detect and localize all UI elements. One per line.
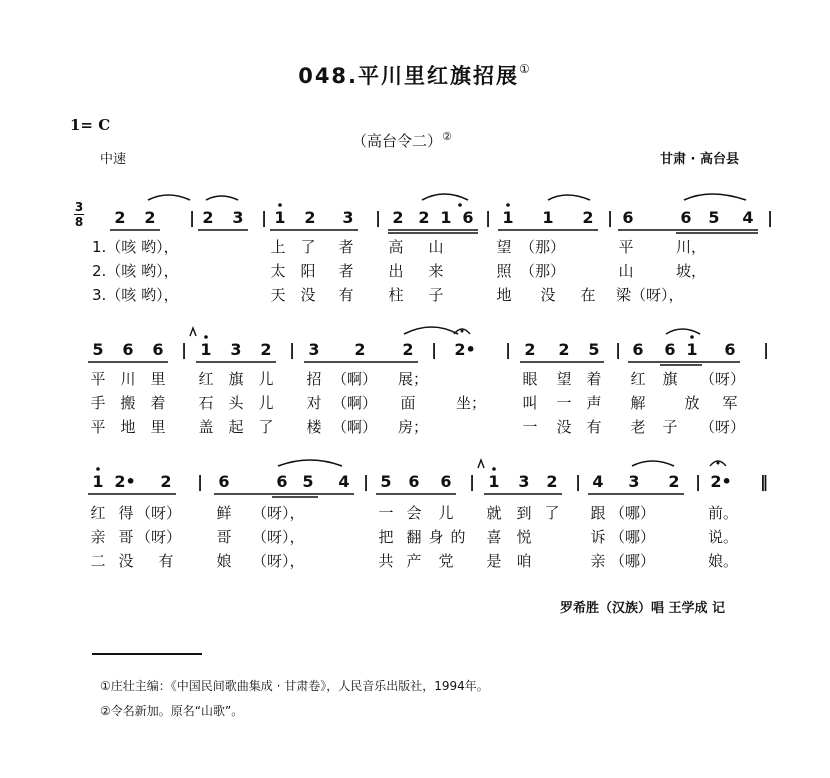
note: 6 <box>218 472 230 491</box>
lyric-char: 里 <box>150 418 166 436</box>
note: 6 <box>122 340 134 359</box>
footnote-mark: ① <box>519 62 532 76</box>
note: 1 <box>488 472 500 491</box>
lyric-char: 展； <box>398 370 429 388</box>
lyric-char: 上 <box>270 238 286 256</box>
barline: | <box>261 208 267 227</box>
lyric-char: 一 <box>378 504 394 522</box>
note: 4 <box>592 472 604 491</box>
note: 6 <box>152 340 164 359</box>
lyric-char: 楼 <box>306 418 322 436</box>
lyric-char: 红 <box>198 370 214 388</box>
barline: | <box>289 340 295 359</box>
lyric-char: 平 <box>618 238 634 256</box>
lyric-char: 没 <box>540 286 556 304</box>
lyric-char: 没 <box>118 552 134 570</box>
lyric-char: 了 <box>544 504 560 522</box>
lyric-char: 招 <box>306 370 322 388</box>
lyric-char: 起 <box>228 418 244 436</box>
note: 2 <box>144 208 156 227</box>
subtitle <box>352 130 452 151</box>
lyric-char: 着 <box>150 394 166 412</box>
barline: | <box>197 472 203 491</box>
lyric-char: （啊） <box>332 418 378 436</box>
lyric-char: 梁（呀）， <box>616 286 684 304</box>
slur <box>548 195 590 200</box>
lyric-char: 搬 <box>120 394 136 412</box>
lyric-char: 没 <box>300 286 316 304</box>
note: 5 <box>708 208 720 227</box>
lyric-char: 川 <box>120 370 136 388</box>
note: 6 <box>462 208 474 227</box>
note: 2 <box>558 340 570 359</box>
lyric-char: 了 <box>258 418 274 436</box>
lyric-char: 哥 <box>118 528 134 546</box>
lyric-char: 旗 <box>228 370 244 388</box>
lyric-verse-2 <box>0 526 830 550</box>
score-row-1 <box>0 208 830 358</box>
note: 3 <box>232 208 244 227</box>
performer-credit: 罗希胜（汉族）唱 王学成 记 <box>560 601 726 616</box>
lyric-char: 柱 <box>388 286 404 304</box>
lyric-char: （呀）， <box>252 552 305 570</box>
lyric-char: 没 <box>556 418 572 436</box>
lyric-char: （啊） <box>332 394 378 412</box>
lyric-char: 面 <box>400 394 416 412</box>
lyric-char: 翻 <box>406 528 422 546</box>
lyric-char: 叫 <box>522 394 538 412</box>
note: 3 <box>230 340 242 359</box>
lyric-char: （呀） <box>700 370 746 388</box>
lyric-char: 放 <box>684 394 700 412</box>
lyric-verse-2 <box>0 260 830 284</box>
lyric-char: 亲 <box>90 528 106 546</box>
note: 5 <box>92 340 104 359</box>
lyric-char: 高 <box>388 238 404 256</box>
lyric-char: 坐； <box>456 394 487 412</box>
lyric-char: 有 <box>338 286 354 304</box>
lyric-char: 诉 <box>590 528 606 546</box>
note: 6 <box>664 340 676 359</box>
note: 1 <box>542 208 554 227</box>
lyric-char: 跟 <box>590 504 606 522</box>
lyric-verse-3 <box>0 416 830 440</box>
lyric-char: 阳 <box>300 262 316 280</box>
barline: | <box>431 340 437 359</box>
lyric-char: 手 <box>90 394 106 412</box>
song-origin: 甘肃 · 高台县 <box>660 152 739 167</box>
note: 5 <box>302 472 314 491</box>
lyric-char: 旗 <box>662 370 678 388</box>
lyric-char: 解 <box>630 394 646 412</box>
note: 6 <box>622 208 634 227</box>
note: 6 <box>632 340 644 359</box>
note: 6 <box>680 208 692 227</box>
lyric-char: 者 <box>338 262 354 280</box>
barline: | <box>607 208 613 227</box>
lyric-char: 望 <box>556 370 572 388</box>
lyric-char: 党 <box>438 552 454 570</box>
lyric-char: 一 <box>522 418 538 436</box>
lyric-char: 来 <box>428 262 444 280</box>
lyric-char: 里 <box>150 370 166 388</box>
lyric-char: 军 <box>722 394 738 412</box>
lyric-char: 着 <box>586 370 602 388</box>
lyric-char: 地 <box>496 286 512 304</box>
note: 6 <box>408 472 420 491</box>
lyric-char: 有 <box>158 552 174 570</box>
lyric-char: 红 <box>630 370 646 388</box>
lyric-char: （呀） <box>700 418 746 436</box>
lyric-char: 咱 <box>516 552 532 570</box>
barline: | <box>375 208 381 227</box>
note: 2 <box>260 340 272 359</box>
lyric-char: 悦 <box>516 528 532 546</box>
tempo-marking: 中速 <box>100 152 127 167</box>
note: 2 <box>160 472 172 491</box>
verse-label: 3.（咳 哟）， <box>92 286 179 304</box>
note: 2• <box>114 472 136 491</box>
lyric-char: （那） <box>520 238 566 256</box>
lyric-char: 在 <box>580 286 596 304</box>
lyric-char: 鲜 <box>216 504 232 522</box>
lyric-char: 喜 <box>486 528 502 546</box>
barline: | <box>363 472 369 491</box>
lyric-char: 身 <box>428 528 444 546</box>
lyric-char: 娘 <box>216 552 232 570</box>
note: 3 <box>342 208 354 227</box>
lyric-char: 亲 <box>590 552 606 570</box>
time-signature-top: 3 <box>74 200 84 214</box>
barline: | <box>763 340 769 359</box>
lyric-char: 天 <box>270 286 286 304</box>
note: 2• <box>710 472 732 491</box>
note: 6 <box>276 472 288 491</box>
note: 2 <box>392 208 404 227</box>
slur <box>684 194 746 200</box>
note: 3 <box>518 472 530 491</box>
lyric-verse-2 <box>0 392 830 416</box>
lyric-char: 说。 <box>708 528 739 546</box>
note: 6 <box>440 472 452 491</box>
footnote-mark: ② <box>442 130 452 143</box>
song-title <box>0 60 830 90</box>
lyric-char: 哥 <box>216 528 232 546</box>
lyric-char: 地 <box>120 418 136 436</box>
barline: | <box>615 340 621 359</box>
lyric-char: 山 <box>618 262 634 280</box>
note: 2• <box>454 340 476 359</box>
barline: | <box>485 208 491 227</box>
note: 2 <box>202 208 214 227</box>
note: 1 <box>440 208 452 227</box>
subtitle-text: （高台令二） <box>352 132 443 150</box>
note: 2 <box>354 340 366 359</box>
lyric-verse-3 <box>0 284 830 308</box>
lyric-char: 共 <box>378 552 394 570</box>
barline: | <box>469 472 475 491</box>
note: 2 <box>402 340 414 359</box>
lyric-verse-1 <box>0 502 830 526</box>
barline: | <box>575 472 581 491</box>
lyric-char: 把 <box>378 528 394 546</box>
lyric-char: （呀）， <box>252 528 305 546</box>
score-row-2 <box>0 340 830 490</box>
note: 1 <box>502 208 514 227</box>
note: 2 <box>524 340 536 359</box>
lyric-char: 太 <box>270 262 286 280</box>
note: 4 <box>338 472 350 491</box>
lyric-char: 者 <box>338 238 354 256</box>
slur <box>206 196 238 200</box>
lyric-char: 坡， <box>676 262 707 280</box>
barline: | <box>505 340 511 359</box>
lyric-char: 的 <box>450 528 466 546</box>
barline: | <box>181 340 187 359</box>
lyric-char: 有 <box>586 418 602 436</box>
lyric-char: 子 <box>662 418 678 436</box>
slur <box>422 194 468 200</box>
lyric-char: 儿 <box>258 394 274 412</box>
lyric-char: 了 <box>300 238 316 256</box>
lyric-char: 儿 <box>258 370 274 388</box>
footnote-1: ①庄壮主编：《中国民间歌曲集成 · 甘肃卷》，人民音乐出版社，1994年。 <box>100 679 489 693</box>
lyric-char: 平 <box>90 418 106 436</box>
note: 4 <box>742 208 754 227</box>
note: 1 <box>686 340 698 359</box>
lyric-char: 对 <box>306 394 322 412</box>
lyric-char: （哪） <box>610 552 656 570</box>
note: 5 <box>588 340 600 359</box>
lyric-char: （啊） <box>332 370 378 388</box>
lyric-char: 山 <box>428 238 444 256</box>
note: 3 <box>628 472 640 491</box>
song-title-text: 平川里红旗招展 <box>358 64 520 88</box>
lyric-char: 出 <box>388 262 404 280</box>
slur <box>148 195 190 200</box>
lyric-char: 盖 <box>198 418 214 436</box>
footnote-divider <box>92 653 202 655</box>
lyric-verse-1 <box>0 368 830 392</box>
note: 2 <box>304 208 316 227</box>
lyric-char: 红 <box>90 504 106 522</box>
lyric-char: 眼 <box>522 370 538 388</box>
note: 5 <box>380 472 392 491</box>
note: 2 <box>668 472 680 491</box>
lyric-char: 声 <box>586 394 602 412</box>
lyric-char: 照 <box>496 262 512 280</box>
lyric-char: （呀） <box>136 528 182 546</box>
note: 1 <box>200 340 212 359</box>
footnote-2: ②令名新加。原名“山歌”。 <box>100 704 244 718</box>
lyric-char: 是 <box>486 552 502 570</box>
lyric-char: 到 <box>516 504 532 522</box>
note: 2 <box>114 208 126 227</box>
lyric-char: 平 <box>90 370 106 388</box>
lyric-char: 产 <box>406 552 422 570</box>
lyric-char: 老 <box>630 418 646 436</box>
lyric-char: （哪） <box>610 504 656 522</box>
verse-label: 2.（咳 哟）， <box>92 262 179 280</box>
lyric-char: 得 <box>118 504 134 522</box>
lyric-char: （呀） <box>136 504 182 522</box>
final-barline: ‖ <box>760 472 768 491</box>
lyric-char: 二 <box>90 552 106 570</box>
lyric-char: 一 <box>556 394 572 412</box>
lyric-verse-1 <box>0 236 830 260</box>
barline: | <box>695 472 701 491</box>
note: 2 <box>418 208 430 227</box>
note: 2 <box>546 472 558 491</box>
note: 2 <box>582 208 594 227</box>
lyric-char: （呀）， <box>252 504 305 522</box>
lyric-char: 房； <box>398 418 429 436</box>
song-number: 048. <box>298 64 359 88</box>
lyric-char: 就 <box>486 504 502 522</box>
lyric-char: 前。 <box>708 504 739 522</box>
barline: | <box>767 208 773 227</box>
lyric-char: 娘。 <box>708 552 739 570</box>
lyric-char: 子 <box>428 286 444 304</box>
note: 1 <box>274 208 286 227</box>
time-signature-bottom: 8 <box>74 215 84 229</box>
lyric-char: 头 <box>228 394 244 412</box>
lyric-verse-3 <box>0 550 830 574</box>
lyric-char: （哪） <box>610 528 656 546</box>
lyric-char: 会 <box>406 504 422 522</box>
lyric-char: 川， <box>676 238 707 256</box>
lyric-char: 儿 <box>438 504 454 522</box>
verse-label: 1.（咳 哟）， <box>92 238 179 256</box>
key-signature: 1= C <box>70 116 111 134</box>
lyric-char: 望 <box>496 238 512 256</box>
lyric-char: 石 <box>198 394 214 412</box>
note: 3 <box>308 340 320 359</box>
note: 6 <box>724 340 736 359</box>
note: 1 <box>92 472 104 491</box>
lyric-char: （那） <box>520 262 566 280</box>
barline: | <box>189 208 195 227</box>
